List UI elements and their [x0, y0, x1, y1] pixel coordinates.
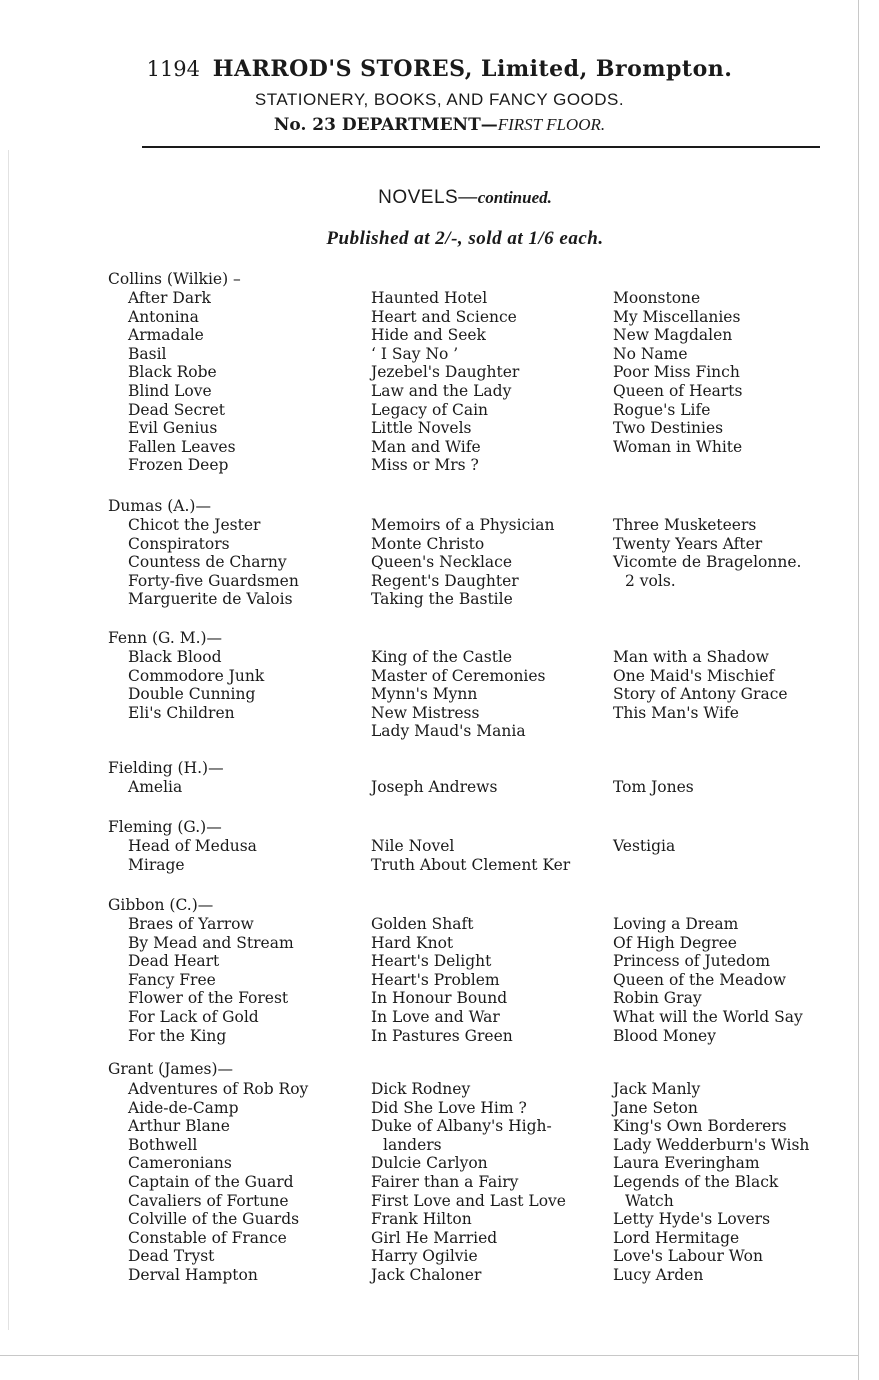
novel-title: Dead Tryst — [128, 1247, 215, 1266]
novel-title: King of the Castle — [371, 648, 513, 666]
title-column — [128, 915, 294, 1045]
department-number-line — [0, 115, 879, 135]
novel-title: One Maid's Mischief — [613, 666, 775, 685]
novel-title: First Love and Last Love — [371, 1191, 566, 1210]
novel-title: Countess de Charny — [128, 553, 287, 572]
title-column — [371, 837, 570, 874]
novel-title: Watch — [625, 1191, 674, 1210]
title-column — [613, 778, 694, 797]
novel-title: Evil Genius — [128, 419, 218, 438]
novel-title: Letty Hyde's Lovers — [613, 1210, 771, 1229]
novel-title: Basil — [128, 344, 167, 363]
title-column — [128, 516, 299, 609]
novel-title: Law and the Lady — [371, 381, 512, 400]
novel-title: Rogue's Life — [613, 400, 711, 419]
title-column — [371, 516, 554, 609]
author-heading: Dumas (A.)— — [108, 497, 211, 515]
novel-title: Heart's Delight — [371, 952, 492, 971]
novel-title: Harry Ogilvie — [371, 1247, 478, 1266]
novel-title: After Dark — [128, 289, 211, 307]
novel-title: Woman in White — [613, 437, 743, 456]
novel-title: Dead Secret — [128, 400, 225, 419]
novel-title: Jack Manly — [613, 1080, 701, 1098]
novel-title: Braes of Yarrow — [128, 915, 254, 933]
novel-title: Aide-de-Camp — [128, 1098, 239, 1117]
novel-title: Three Musketeers — [613, 516, 757, 534]
novel-title: Dulcie Carlyon — [371, 1154, 488, 1173]
novel-title: Constable of France — [128, 1228, 287, 1247]
novel-title: Poor Miss Finch — [613, 363, 740, 382]
novel-title: Heart and Science — [371, 307, 517, 326]
novel-title: Jezebel's Daughter — [371, 363, 520, 382]
novel-title: In Pastures Green — [371, 1026, 513, 1045]
novel-title: Eli's Children — [128, 703, 235, 722]
novel-title: Queen's Necklace — [371, 553, 513, 572]
novel-title: Head of Medusa — [128, 837, 257, 855]
novel-title: Dick Rodney — [371, 1080, 471, 1098]
novel-title: Story of Antony Grace — [613, 685, 788, 704]
novel-title: In Love and War — [371, 1007, 500, 1026]
novel-title: Nile Novel — [371, 837, 455, 855]
novel-title: Memoirs of a Physician — [371, 516, 555, 534]
novel-title: Colville of the Guards — [128, 1210, 300, 1229]
novel-title: Golden Shaft — [371, 915, 474, 933]
novel-title: Princess of Jutedom — [613, 952, 771, 971]
novel-title: Antonina — [128, 307, 199, 326]
novel-title: Black Blood — [128, 648, 222, 666]
title-column — [613, 1080, 809, 1285]
novel-title: Dead Heart — [128, 952, 220, 971]
title-column — [371, 648, 546, 741]
novel-title: Fancy Free — [128, 970, 216, 989]
section-title — [0, 187, 879, 209]
novel-title: Monte Christo — [371, 534, 485, 553]
section-title-text: NOVELS— — [378, 187, 478, 208]
novel-title: Regent's Daughter — [371, 571, 519, 590]
page-edge-bottom — [0, 1355, 858, 1356]
novel-title: Blind Love — [128, 381, 212, 400]
title-column — [613, 289, 742, 456]
novel-title: Hide and Seek — [371, 326, 486, 345]
novel-title: Vestigia — [613, 837, 676, 855]
novel-title: Forty-five Guardsmen — [128, 571, 299, 590]
novel-title: Black Robe — [128, 363, 217, 382]
novel-title: For the King — [128, 1026, 227, 1045]
novel-title: landers — [383, 1135, 442, 1154]
novel-title: Of High Degree — [613, 933, 737, 952]
novel-title: Bothwell — [128, 1135, 198, 1154]
novel-title: Cameronians — [128, 1154, 232, 1173]
header-rule — [142, 146, 820, 148]
author-heading: Fenn (G. M.)— — [108, 629, 223, 647]
title-column — [128, 1080, 308, 1285]
novel-title: King's Own Borderers — [613, 1117, 787, 1136]
novel-title: Lady Maud's Mania — [371, 722, 526, 741]
novel-title: Mynn's Mynn — [371, 685, 478, 704]
title-column — [371, 1080, 566, 1285]
novel-title: Blood Money — [613, 1026, 716, 1045]
novel-title: Legacy of Cain — [371, 400, 489, 419]
novel-title: Miss or Mrs ? — [371, 456, 479, 475]
author-heading: Fleming (G.)— — [108, 818, 222, 836]
novel-title: Adventures of Rob Roy — [128, 1080, 309, 1098]
department-number: No. 23 DEPARTMENT— — [273, 115, 498, 135]
novel-title: Lady Wedderburn's Wish — [613, 1135, 810, 1154]
novel-title: Tom Jones — [613, 778, 694, 796]
novel-title: This Man's Wife — [613, 703, 739, 722]
novel-title: Master of Ceremonies — [371, 666, 546, 685]
novel-title: Conspirators — [128, 534, 230, 553]
novel-title: Cavaliers of Fortune — [128, 1191, 289, 1210]
novel-title: Chicot the Jester — [128, 516, 261, 534]
store-name: HARROD'S STORES, Limited, Brompton. — [212, 56, 733, 82]
novel-title: New Mistress — [371, 703, 480, 722]
novel-title: Moonstone — [613, 289, 701, 307]
novel-title: In Honour Bound — [371, 989, 508, 1008]
novel-title: Joseph Andrews — [371, 778, 498, 796]
page-number: 1194 — [146, 57, 201, 81]
title-column — [613, 837, 675, 856]
novel-title: Vicomte de Bragelonne. — [613, 553, 802, 572]
page-edge-left — [8, 150, 9, 1330]
novel-title: Arthur Blane — [128, 1117, 230, 1136]
novel-title: Mirage — [128, 855, 185, 874]
novel-title: Loving a Dream — [613, 915, 739, 933]
section-continued: continued. — [477, 188, 552, 207]
title-column — [613, 648, 788, 722]
title-column — [613, 915, 803, 1045]
novel-title: Commodore Junk — [128, 666, 265, 685]
novel-title: Double Cunning — [128, 685, 256, 704]
novel-title: No Name — [613, 344, 688, 363]
novel-title: Queen of the Meadow — [613, 970, 787, 989]
novel-title: Hard Knot — [371, 933, 454, 952]
novel-title: Frank Hilton — [371, 1210, 472, 1229]
novel-title: Love's Labour Won — [613, 1247, 763, 1266]
novel-title: 2 vols. — [625, 571, 676, 590]
novel-title: Queen of Hearts — [613, 381, 743, 400]
novel-title: Girl He Married — [371, 1228, 498, 1247]
novel-title: Frozen Deep — [128, 456, 229, 475]
novel-title: Jack Chaloner — [371, 1265, 482, 1284]
novel-title: Legends of the Black — [613, 1172, 779, 1191]
title-column — [371, 289, 519, 475]
novel-title: Armadale — [128, 326, 204, 345]
novel-title: ‘ I Say No ’ — [371, 344, 459, 363]
novel-title: Marguerite de Valois — [128, 590, 293, 609]
novel-title: Heart's Problem — [371, 970, 500, 989]
title-column — [128, 778, 182, 797]
novel-title: What will the World Say — [613, 1007, 803, 1026]
title-column — [128, 648, 264, 722]
novel-title: Did She Love Him ? — [371, 1098, 527, 1117]
novel-title: Amelia — [128, 778, 183, 796]
title-column — [371, 778, 497, 797]
author-heading: Gibbon (C.)— — [108, 896, 214, 914]
novel-title: Truth About Clement Ker — [371, 855, 571, 874]
novel-title: Flower of the Forest — [128, 989, 289, 1008]
novel-title: Lord Hermitage — [613, 1228, 740, 1247]
novel-title: Duke of Albany's High- — [371, 1117, 552, 1136]
novel-title: New Magdalen — [613, 326, 733, 345]
department-line: STATIONERY, BOOKS, AND FANCY GOODS. — [254, 90, 625, 109]
novel-title: My Miscellanies — [613, 307, 741, 326]
novel-title: Fallen Leaves — [128, 437, 236, 456]
novel-title: For Lack of Gold — [128, 1007, 259, 1026]
price-line: Published at 2/-, sold at 1/6 each. — [326, 228, 604, 249]
novel-title: Man with a Shadow — [613, 648, 769, 666]
novel-title: Haunted Hotel — [371, 289, 488, 307]
novel-title: Twenty Years After — [613, 534, 763, 553]
novel-title: Fairer than a Fairy — [371, 1172, 519, 1191]
page-header — [0, 56, 879, 82]
novel-title: Jane Seton — [613, 1098, 698, 1117]
title-column — [613, 516, 801, 590]
novel-title: By Mead and Stream — [128, 933, 294, 952]
novel-title: Robin Gray — [613, 989, 702, 1008]
title-column — [128, 837, 257, 874]
author-heading: Fielding (H.)— — [108, 759, 224, 777]
author-heading: Grant (James)— — [108, 1060, 234, 1078]
novel-title: Laura Everingham — [613, 1154, 760, 1173]
author-heading: Collins (Wilkie) – — [108, 270, 241, 288]
novel-title: Man and Wife — [371, 437, 481, 456]
novel-title: Derval Hampton — [128, 1265, 258, 1284]
novel-title: Lucy Arden — [613, 1265, 704, 1284]
department-floor: FIRST FLOOR. — [497, 115, 606, 134]
title-column — [371, 915, 513, 1045]
title-column — [128, 289, 236, 475]
novel-title: Captain of the Guard — [128, 1172, 294, 1191]
novel-title: Two Destinies — [613, 419, 724, 438]
novel-title: Taking the Bastile — [371, 590, 513, 609]
novel-title: Little Novels — [371, 419, 472, 438]
